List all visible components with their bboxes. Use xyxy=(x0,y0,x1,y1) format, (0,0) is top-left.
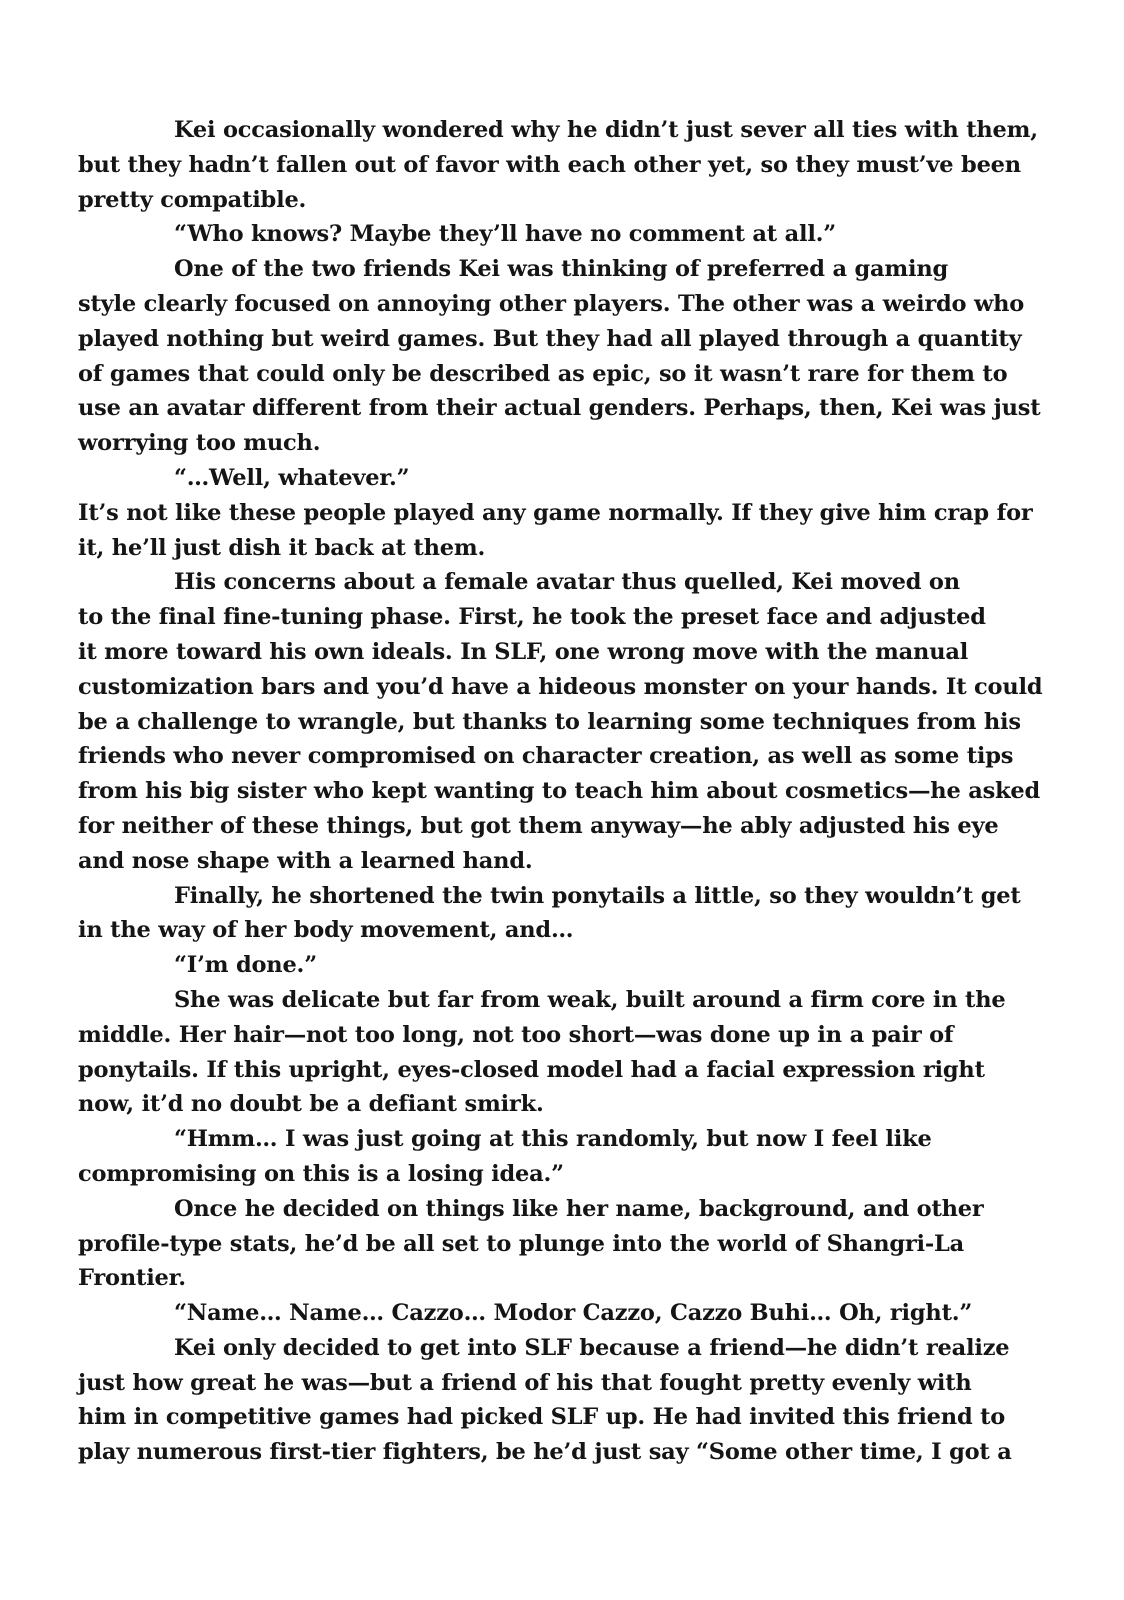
text-line: just how great he was—but a friend of his that fought pretty evenly with xyxy=(78,1369,972,1396)
text-line: compromising on this is a losing idea.” xyxy=(78,1160,564,1187)
text-line: to the final fine-tuning phase. First, he took the preset face and adjusted xyxy=(78,604,986,631)
text-line: but they hadn’t fallen out of favor with each other yet, so they must’ve been xyxy=(78,151,1021,178)
text-line: ponytails. If this upright, eyes-closed model had a facial expression right xyxy=(78,1056,985,1083)
text-line: and nose shape with a learned hand. xyxy=(78,847,533,874)
text-line: “Hmm… I was just going at this randomly, but now I feel like xyxy=(174,1126,932,1153)
text-line: now, it’d no doubt be a defiant smirk. xyxy=(78,1091,544,1118)
text-line: for neither of these things, but got them anyway—he ably adjusted his eye xyxy=(78,812,999,839)
text-line: play numerous first-tier fighters, be he’d just say “Some other time, I got a xyxy=(78,1439,1012,1466)
text-line: style clearly focused on annoying other players. The other was a weirdo who xyxy=(78,290,1025,317)
text-line: customization bars and you’d have a hideous monster on your hands. It could xyxy=(78,673,1043,700)
text-line: be a challenge to wrangle, but thanks to learning some techniques from his xyxy=(78,708,1021,735)
text-line: use an avatar different from their actual genders. Perhaps, then, Kei was just xyxy=(78,395,1041,422)
text-line: friends who never compromised on character creation, as well as some tips xyxy=(78,743,1014,770)
text-line: worrying too much. xyxy=(78,430,321,457)
text-line: of games that could only be described as epic, so it wasn’t rare for them to xyxy=(78,360,1008,387)
text-line: played nothing but weird games. But they had all played through a quantity xyxy=(78,325,1022,352)
text-line: in the way of her body movement, and… xyxy=(78,917,574,944)
text-line: profile-type stats, he’d be all set to plunge into the world of Shangri-La xyxy=(78,1230,965,1257)
text-line: Once he decided on things like her name, background, and other xyxy=(174,1195,984,1222)
text-line: “I’m done.” xyxy=(174,952,317,979)
text-line: Kei occasionally wondered why he didn’t just sever all ties with them, xyxy=(174,117,1038,143)
text-line: pretty compatible. xyxy=(78,186,307,213)
text-line: it, he’ll just dish it back at them. xyxy=(78,534,486,561)
text-line: Frontier. xyxy=(78,1265,186,1292)
text-line: it more toward his own ideals. In SLF, one wrong move with the manual xyxy=(78,638,969,665)
text-line: “Name… Name… Cazzo… Modor Cazzo, Cazzo Buhi… Oh, right.” xyxy=(174,1300,973,1327)
text-line: Finally, he shortened the twin ponytails a little, so they wouldn’t get xyxy=(174,882,1021,909)
text-line: from his big sister who kept wanting to teach him about cosmetics—he asked xyxy=(78,778,1041,805)
text-line: him in competitive games had picked SLF up. He had invited this friend to xyxy=(78,1404,1006,1431)
page-text xyxy=(78,113,1078,1470)
text-line: “Who knows? Maybe they’ll have no comment at all.” xyxy=(174,221,837,248)
text-line: His concerns about a female avatar thus quelled, Kei moved on xyxy=(174,569,960,596)
text-line: She was delicate but far from weak, built around a firm core in the xyxy=(174,986,1006,1013)
text-line: It’s not like these people played any game normally. If they give him crap for xyxy=(78,499,1033,526)
text-line: “…Well, whatever.” xyxy=(174,464,410,491)
text-line: Kei only decided to get into SLF because a friend—he didn’t realize xyxy=(174,1334,1010,1361)
text-line: middle. Her hair—not too long, not too short—was done up in a pair of xyxy=(78,1021,954,1048)
text-line: One of the two friends Kei was thinking of preferred a gaming xyxy=(174,256,949,283)
